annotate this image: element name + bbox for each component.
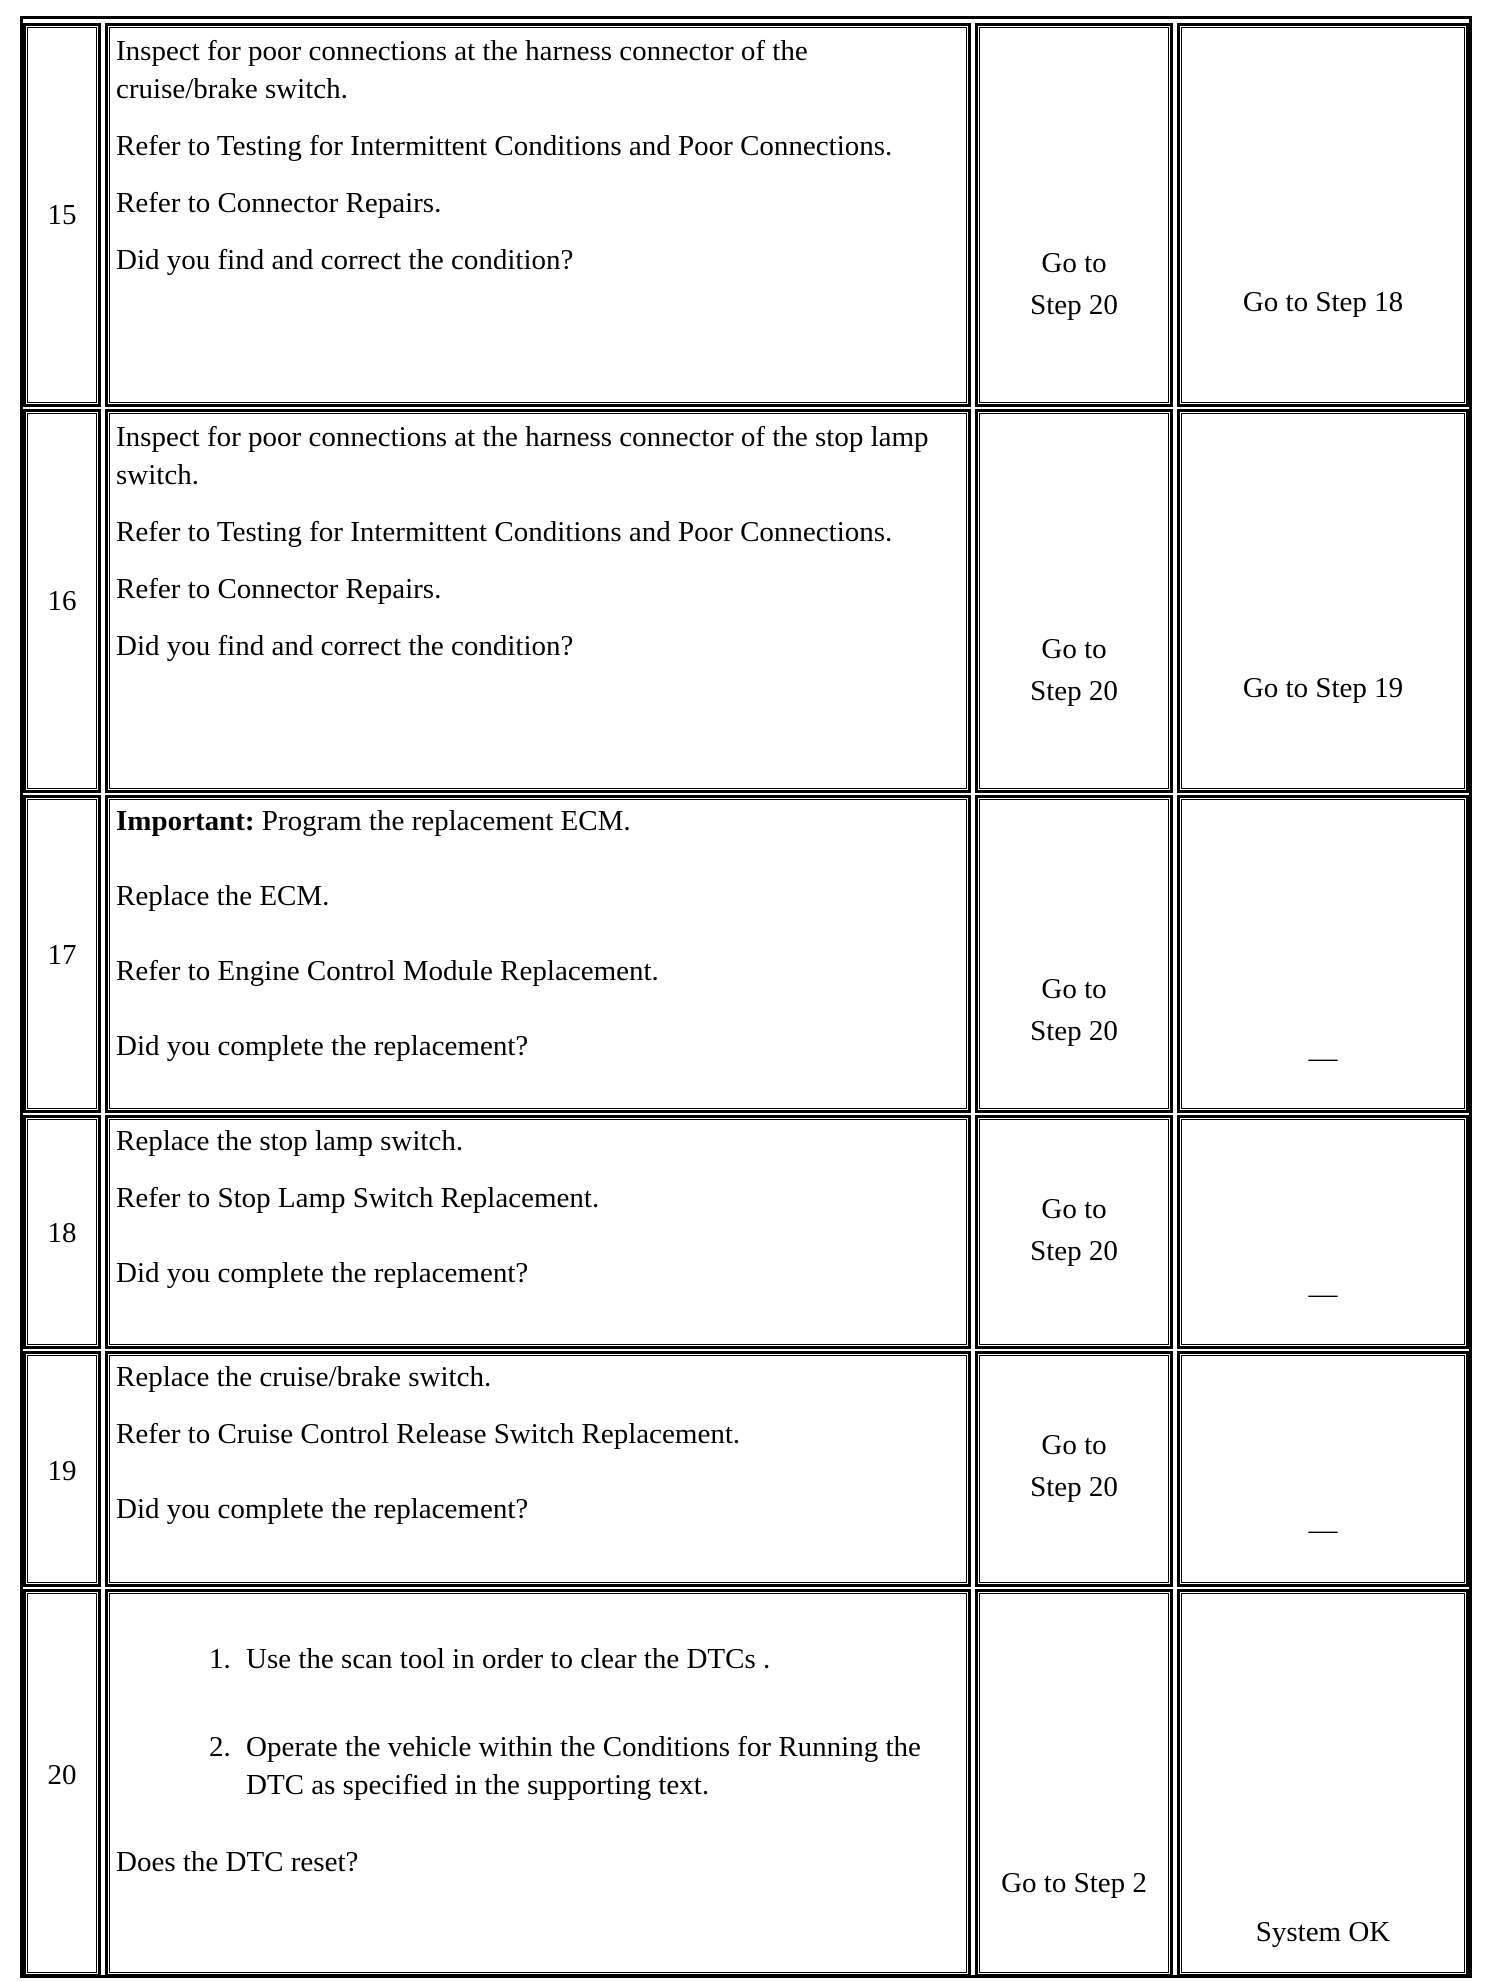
no-result: — xyxy=(1308,1042,1338,1074)
yes-result: Go to Step 20 xyxy=(1030,247,1118,321)
step-number: 18 xyxy=(47,1217,77,1249)
no-result: Go to Step 18 xyxy=(1242,286,1404,318)
action-text: Did you find and correct the condition? xyxy=(116,244,574,276)
yes-cell xyxy=(975,23,1173,407)
action-text: Replace the cruise/brake switch. xyxy=(116,1361,492,1393)
no-cell xyxy=(1177,23,1469,407)
action-text: Refer to Engine Control Module Replacement. xyxy=(116,955,659,987)
action-cell xyxy=(105,795,971,1113)
substep-list xyxy=(116,1640,928,1804)
action-cell xyxy=(105,23,971,407)
step-number: 16 xyxy=(47,585,77,617)
diagnostic-table xyxy=(20,16,1472,1978)
step-number-cell xyxy=(23,1115,101,1349)
action-text: Inspect for poor connections at the harness connector of the stop lamp switch. xyxy=(116,421,929,491)
step-number-cell xyxy=(23,23,101,407)
step-number: 20 xyxy=(47,1759,77,1791)
yes-cell xyxy=(975,409,1173,793)
step-number: 15 xyxy=(47,199,77,231)
action-cell xyxy=(105,1115,971,1349)
yes-cell xyxy=(975,1115,1173,1349)
action-text: Did you complete the replacement? xyxy=(116,1030,529,1062)
important-text: Program the replacement ECM. xyxy=(254,805,631,837)
yes-cell xyxy=(975,1589,1173,1977)
no-result: System OK xyxy=(1255,1916,1391,1948)
no-result: — xyxy=(1308,1278,1338,1310)
action-text: Did you complete the replacement? xyxy=(116,1493,529,1525)
action-text: Inspect for poor connections at the harness connector of the cruise/brake switch. xyxy=(116,35,808,105)
yes-cell xyxy=(975,1351,1173,1587)
action-text: Replace the ECM. xyxy=(116,880,330,912)
action-cell xyxy=(105,409,971,793)
no-result: Go to Step 19 xyxy=(1242,672,1404,704)
yes-result: Go to Step 20 xyxy=(1030,633,1118,707)
step-number-cell xyxy=(23,1351,101,1587)
action-text: Did you complete the replacement? xyxy=(116,1257,529,1289)
no-cell xyxy=(1177,1115,1469,1349)
action-text: Did you find and correct the condition? xyxy=(116,630,574,662)
action-text: Refer to Connector Repairs. xyxy=(116,187,442,219)
no-cell xyxy=(1177,795,1469,1113)
action-text: Refer to Testing for Intermittent Conditions and Poor Connections. xyxy=(116,516,893,548)
no-cell xyxy=(1177,1351,1469,1587)
yes-result: Go to Step 20 xyxy=(1030,973,1118,1047)
action-text: Replace the stop lamp switch. xyxy=(116,1125,464,1157)
step-number-cell xyxy=(23,1589,101,1977)
action-text: Refer to Cruise Control Release Switch Replacement. xyxy=(116,1418,741,1450)
substep-item: 2. Operate the vehicle within the Conditions for Running the DTC as specified in the supporting text. xyxy=(238,1728,928,1804)
action-cell xyxy=(105,1589,971,1977)
yes-result: Go to Step 20 xyxy=(1030,1193,1118,1267)
step-number: 17 xyxy=(47,939,77,971)
action-text: Refer to Connector Repairs. xyxy=(116,573,442,605)
step-number: 19 xyxy=(47,1455,77,1487)
step-number-cell xyxy=(23,409,101,793)
important-label: Important: xyxy=(116,805,255,837)
yes-result: Go to Step 2 xyxy=(1001,1867,1147,1899)
action-text: Does the DTC reset? xyxy=(116,1846,359,1878)
no-cell xyxy=(1177,409,1469,793)
substep-item: 1. Use the scan tool in order to clear the DTCs . xyxy=(238,1640,928,1678)
action-cell xyxy=(105,1351,971,1587)
no-cell xyxy=(1177,1589,1469,1977)
yes-cell xyxy=(975,795,1173,1113)
action-text: Refer to Testing for Intermittent Conditions and Poor Connections. xyxy=(116,130,893,162)
step-number-cell xyxy=(23,795,101,1113)
action-text: Refer to Stop Lamp Switch Replacement. xyxy=(116,1182,600,1214)
no-result: — xyxy=(1308,1514,1338,1546)
yes-result: Go to Step 20 xyxy=(1030,1429,1118,1503)
